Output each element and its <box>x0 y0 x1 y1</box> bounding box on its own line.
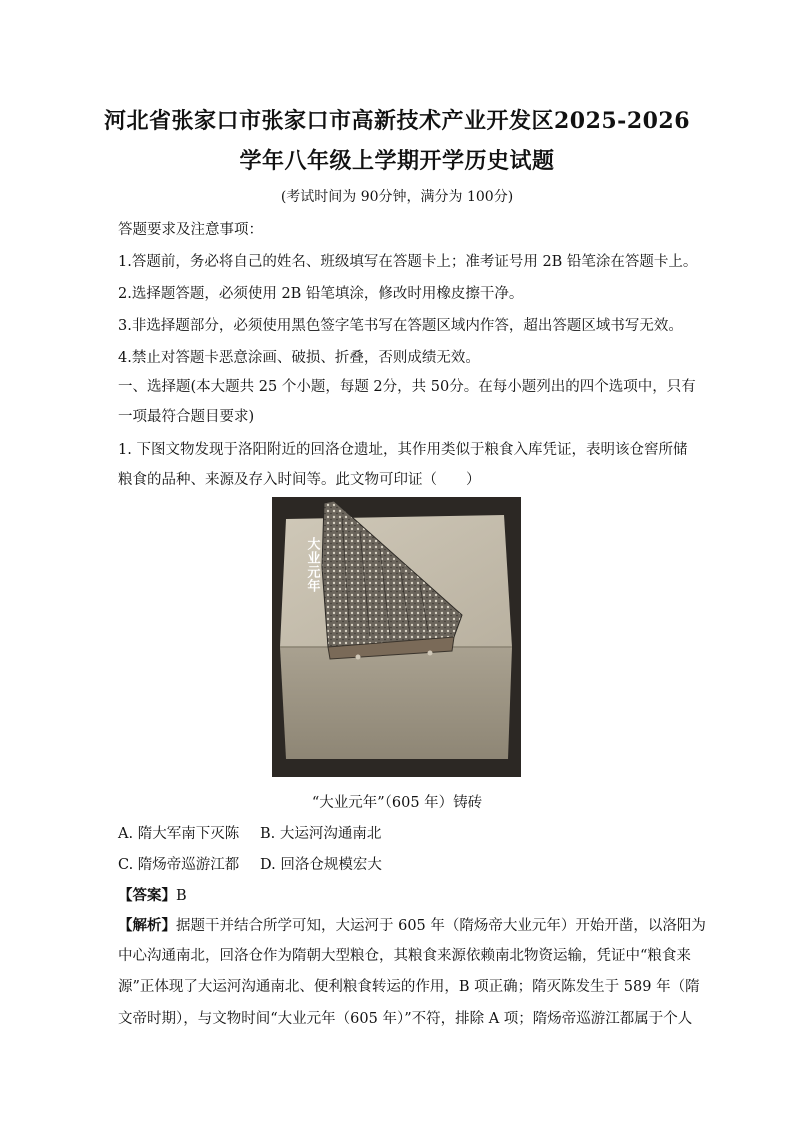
instruction-item-3: 3.非选择题部分，必须使用黑色签字笔书写在答题区域内作答，超出答题区域书写无效。 <box>118 318 683 334</box>
instruction-item-2: 2.选择题答题，必须使用 2B 铅笔填涂，修改时用橡皮擦干净。 <box>118 286 524 302</box>
instructions-heading: 答题要求及注意事项： <box>118 222 263 238</box>
option-b: B. 大运河沟通南北 <box>260 826 382 842</box>
brick-image <box>272 497 521 777</box>
option-c: C. 隋炀帝巡游江都 <box>118 857 240 873</box>
option-d: D. 回洛仓规模宏大 <box>260 857 382 873</box>
analysis-line-4: 文帝时期），与文物时间“大业元年（605 年）”不符，排除 A 项；隋炀帝巡游江都属于个人 <box>118 1011 693 1027</box>
section-heading: 一、选择题(本大题共 25 个小题，每题 2分，共 50分。在每小题列出的四个选项中，只有 <box>118 379 696 395</box>
exam-duration-note: (考试时间为 90分钟，满分为 100分) <box>280 189 514 205</box>
exam-title-line2: 学年八年级上学期开学历史试题 <box>239 148 555 174</box>
question-stem-cont: 粮食的品种、来源及存入时间等。此文物可印证（ ） <box>118 472 481 488</box>
brick-label: 大业元年 <box>304 537 320 593</box>
analysis-line-3: 源”正体现了大运河沟通南北、便利粮食转运的作用，B 项正确；隋灭陈发生于 589 年（隋 <box>118 979 700 995</box>
instruction-item-1: 1.答题前，务必将自己的姓名、班级填写在答题卡上；准考证号用 2B 铅笔涂在答题卡上。 <box>118 254 698 270</box>
analysis-text-1: 据题干并结合所学可知，大运河于 605 年（隋炀帝大业元年）开始开凿，以洛阳为 <box>176 918 706 934</box>
analysis-label: 【解析】 <box>118 917 176 934</box>
answer-label: 【答案】 <box>118 887 176 904</box>
artifact-photo <box>272 497 521 777</box>
figure-caption: “大业元年”（605 年）铸砖 <box>311 795 483 811</box>
instruction-item-4: 4.禁止对答题卡恶意涂画、破损、折叠，否则成绩无效。 <box>118 350 480 366</box>
answer-value: B <box>176 888 187 904</box>
answer-row <box>118 884 187 905</box>
exam-title-line1: 河北省张家口市张家口市高新技术产业开发区2025-2026 <box>103 108 691 134</box>
question-stem: 1. 下图文物发现于洛阳附近的回洛仓遗址，其作用类似于粮食入库凭证，表明该仓窖所储 <box>118 442 688 458</box>
analysis-line-2: 中心沟通南北，回洛仓作为隋朝大型粮仓，其粮食来源依赖南北物资运输，凭证中“粮食来 <box>118 948 691 964</box>
section-heading-cont: 一项最符合题目要求) <box>118 409 255 425</box>
analysis-line-1 <box>118 914 706 935</box>
option-a: A. 隋大军南下灭陈 <box>118 826 240 842</box>
